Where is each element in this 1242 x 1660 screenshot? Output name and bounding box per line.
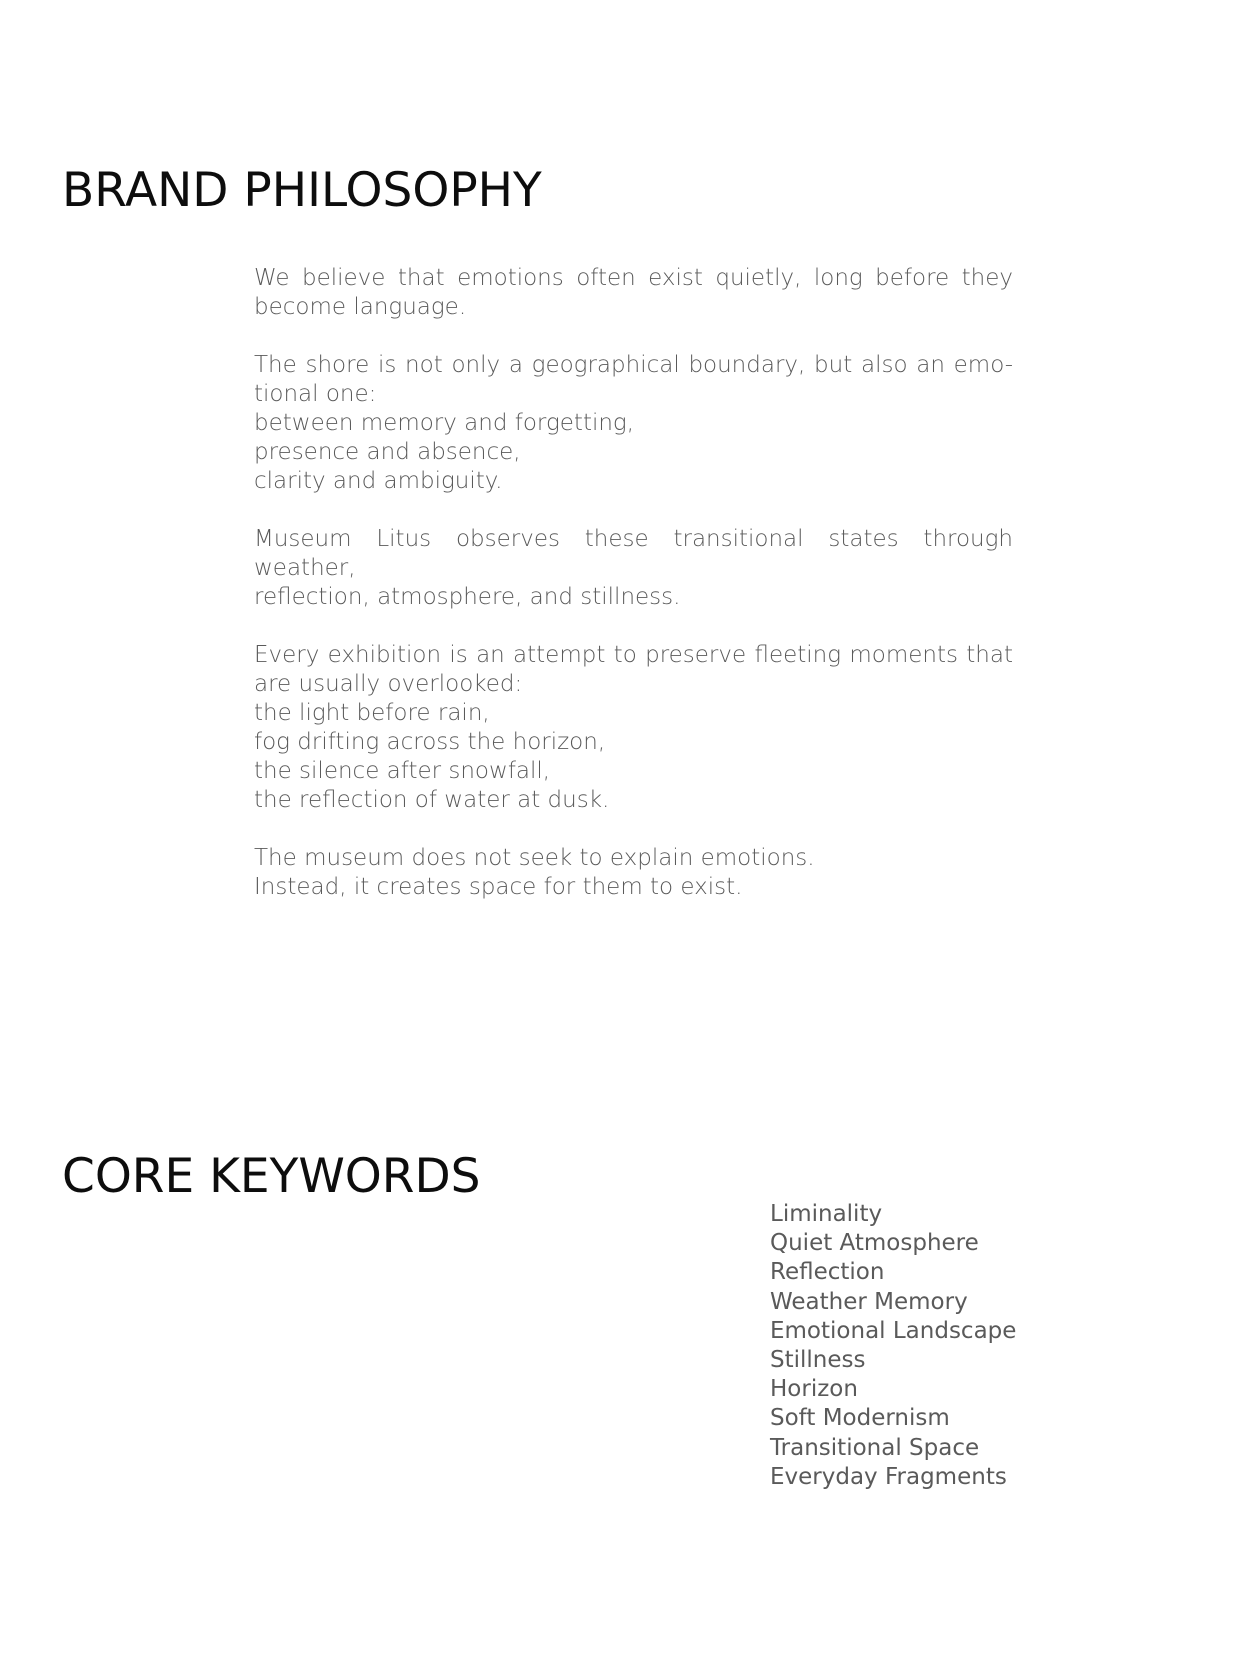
paragraph-line: fog drifting across the horizon,: [254, 729, 606, 755]
keyword-item: Emotional Landscape: [770, 1317, 1017, 1344]
philosophy-paragraph-2: [254, 351, 1013, 496]
paragraph-line: the light before rain,: [254, 700, 490, 726]
paragraph-line: Every exhibition is an attempt to preserve fleeting moments that: [254, 642, 1013, 668]
paragraph-line: reflection, atmosphere, and stillness.: [254, 584, 681, 610]
philosophy-paragraph-3: [254, 525, 1013, 612]
paragraph-line: the reflection of water at dusk.: [254, 787, 610, 813]
keyword-item: Transitional Space: [770, 1434, 980, 1461]
paragraph-line: the silence after snowfall,: [254, 758, 551, 784]
keyword-item: Liminality: [770, 1201, 883, 1227]
brand-philosophy-body: [254, 264, 1013, 931]
paragraph-line: become language.: [254, 294, 467, 320]
paragraph-line: between memory and forgetting,: [254, 410, 635, 436]
paragraph-line: presence and absence,: [254, 439, 521, 465]
paragraph-line: We believe that emotions often exist quietly, long before they: [254, 265, 1013, 291]
brand-philosophy-heading: BRAND PHILOSOPHY: [62, 163, 542, 218]
keyword-item: Quiet Atmosphere: [770, 1230, 979, 1257]
keyword-item: Reflection: [770, 1259, 885, 1286]
paragraph-line: clarity and ambiguity.: [254, 468, 503, 494]
keyword-item: Horizon: [770, 1376, 858, 1403]
core-keywords-heading: CORE KEYWORDS: [62, 1149, 481, 1204]
paragraph-line: tional one:: [254, 381, 377, 407]
core-keywords-list: [770, 1200, 1016, 1492]
keyword-item: Soft Modernism: [770, 1405, 950, 1432]
keyword-item: Weather Memory: [770, 1288, 968, 1315]
paragraph-line: The museum does not seek to explain emotions.: [254, 845, 815, 871]
philosophy-paragraph-4: [254, 641, 1013, 815]
paragraph-line: are usually overlooked:: [254, 671, 523, 697]
paragraph-line: The shore is not only a geographical boundary, but also an emo-: [254, 352, 1013, 378]
paragraph-line: Instead, it creates space for them to exist.: [254, 874, 743, 900]
keyword-item: Everyday Fragments: [770, 1463, 1007, 1490]
keyword-item: Stillness: [770, 1347, 866, 1374]
philosophy-paragraph-1: [254, 264, 1013, 322]
philosophy-paragraph-5: [254, 844, 1013, 902]
paragraph-line: Museum Litus observes these transitional states through weather,: [254, 526, 1013, 581]
